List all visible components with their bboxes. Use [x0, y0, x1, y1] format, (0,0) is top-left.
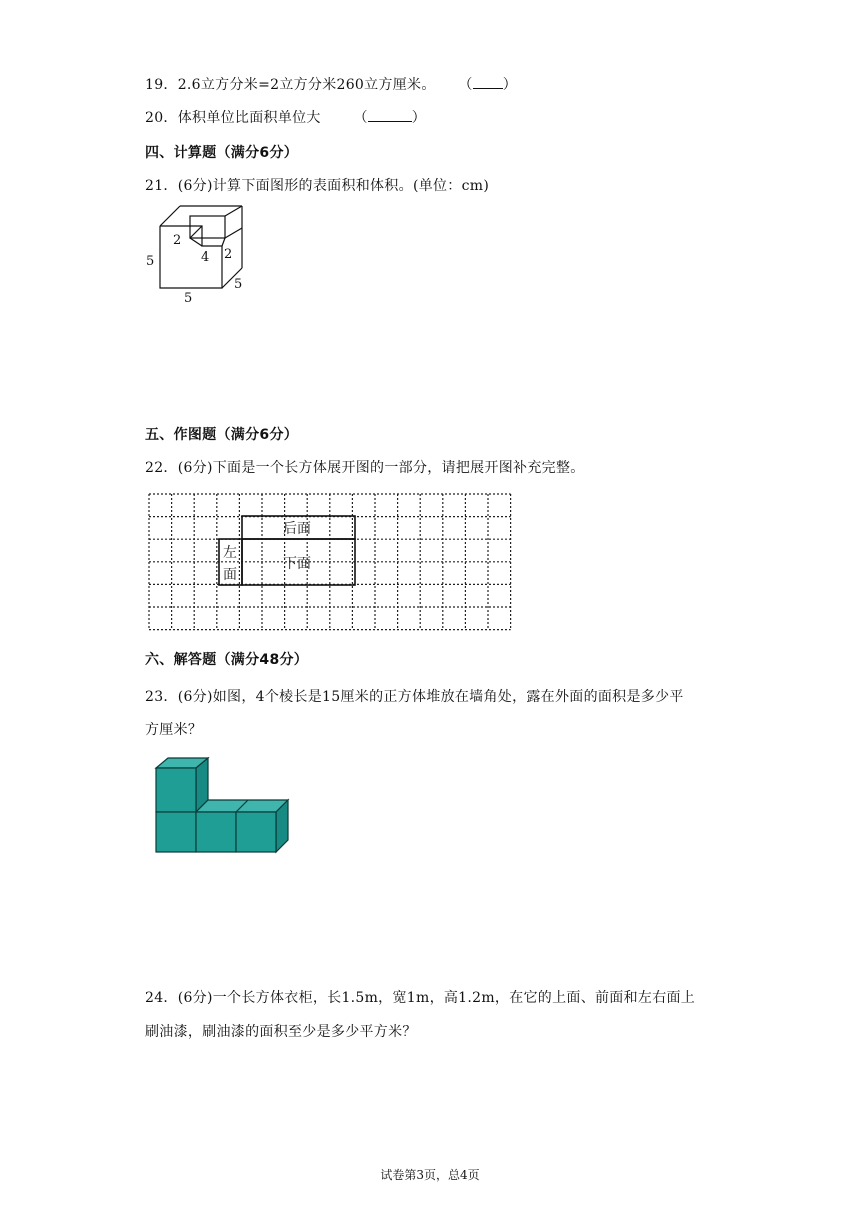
net-grid-figure: [145, 490, 520, 636]
label-4-inner: 4: [201, 250, 210, 265]
question-20-text: 20．体积单位比面积单位大: [145, 110, 321, 126]
answer-blank-19[interactable]: [473, 74, 503, 89]
question-24-line-2: 刷油漆，刷油漆的面积至少是多少平方米？: [145, 1024, 417, 1040]
dotted-grid: [149, 494, 511, 630]
question-23-line-1: 23．(6分)如图，4个棱长是15厘米的正方体堆放在墙角处，露在外面的面积是多少平: [145, 689, 684, 705]
question-21-text: 21．(6分)计算下面图形的表面积和体积。(单位：cm): [145, 178, 490, 194]
question-23-line-2: 方厘米？: [145, 722, 203, 738]
label-2-inner-right: 2: [224, 247, 233, 262]
section-5-title: 五、作图题（满分6分）: [145, 427, 299, 443]
front-face: [160, 226, 222, 288]
question-19: [145, 74, 517, 94]
question-20: [145, 107, 426, 127]
cube-notch-figure: [140, 198, 250, 308]
label-bottom-face: 下面: [283, 556, 311, 572]
label-5-right: 5: [234, 277, 243, 292]
label-5-left: 5: [146, 254, 155, 269]
section-6-title: 六、解答题（满分48分）: [145, 652, 309, 668]
question-22-text: 22．(6分)下面是一个长方体展开图的一部分，请把展开图补充完整。: [145, 460, 585, 476]
label-2-top: 2: [173, 233, 182, 248]
answer-blank-20[interactable]: [368, 107, 412, 122]
page-footer: 试卷第3页，总4页: [380, 1168, 480, 1182]
label-left-face-1: 左: [223, 545, 237, 561]
label-5-bottom: 5: [184, 291, 193, 306]
label-left-face-2: 面: [223, 567, 237, 583]
question-24-line-1: 24．(6分)一个长方体衣柜，长1.5m，宽1m，高1.2m，在它的上面、前面和左右面上: [145, 990, 696, 1006]
question-19-text: 19．2.6立方分米=2立方分米260立方厘米。: [145, 77, 436, 93]
label-back-face: 后面: [283, 521, 311, 537]
answer-paren-20: （ ）: [353, 110, 426, 126]
stacked-cubes-figure: [150, 756, 295, 860]
section-4-title: 四、计算题（满分6分）: [145, 145, 299, 161]
answer-paren-19: （ ）: [458, 77, 517, 93]
